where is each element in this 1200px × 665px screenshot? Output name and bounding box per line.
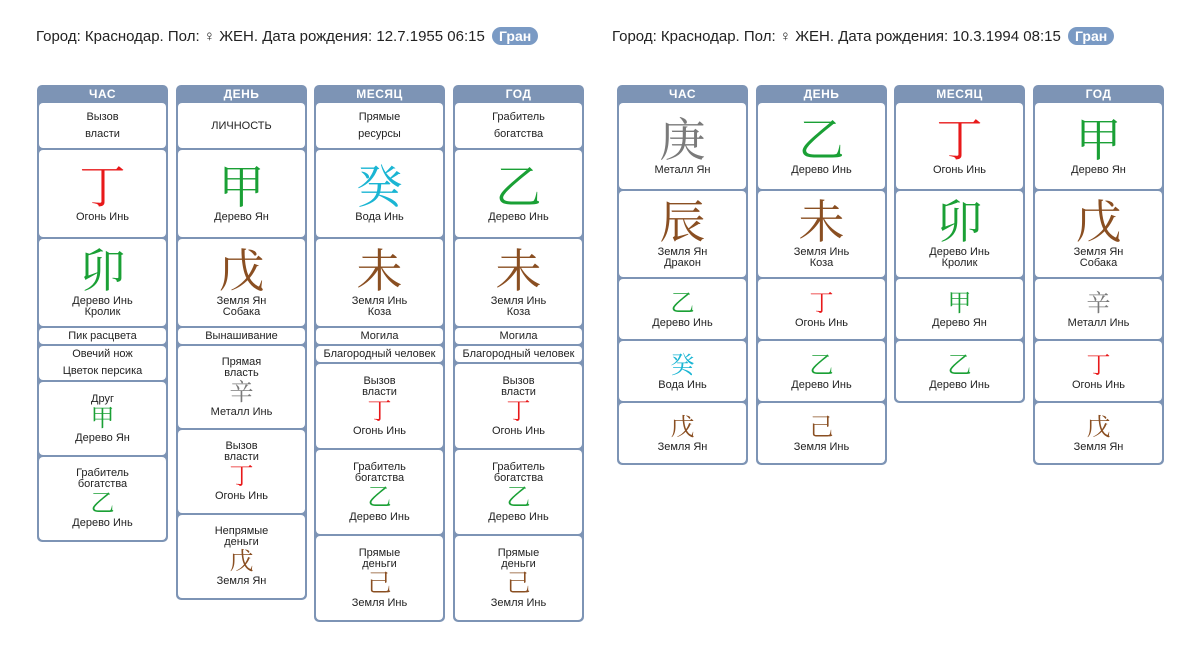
relation-label: Вызов	[363, 374, 396, 387]
glyph-cell	[896, 341, 1023, 401]
hieroglyph: 癸	[670, 350, 695, 379]
glyph-cell	[758, 279, 885, 339]
glyph-cell	[316, 450, 443, 534]
glyph-cell	[316, 364, 443, 448]
column-title: ГОД	[505, 87, 532, 101]
column-hour	[617, 85, 748, 465]
column-title: МЕСЯЦ	[936, 87, 983, 101]
column-day	[756, 85, 887, 465]
hieroglyph: 己	[809, 412, 834, 441]
label-cell	[39, 103, 166, 148]
column-title: МЕСЯЦ	[356, 87, 403, 101]
element-label: Дерево Инь	[72, 294, 133, 307]
glyph-cell	[39, 239, 166, 326]
label-cell	[178, 103, 305, 148]
hieroglyph: 乙	[495, 160, 542, 214]
element-label: Дерево Ян	[932, 316, 987, 329]
element-label: Металл Ян	[654, 163, 711, 176]
glyph-cell	[178, 239, 305, 326]
element-label: Дерево Инь	[791, 378, 852, 391]
hieroglyph: 卯	[79, 243, 126, 298]
hieroglyph: 辛	[1086, 288, 1111, 317]
glyph-cell	[1035, 279, 1162, 339]
relation-label: деньги	[224, 536, 259, 548]
relation-label: Непрямые	[214, 525, 269, 537]
element-label: Коза	[506, 305, 531, 318]
hieroglyph: 庚	[659, 112, 706, 167]
hieroglyph: 辛	[229, 377, 254, 406]
relation-label: Прямые	[358, 546, 401, 559]
column-month	[894, 85, 1025, 403]
relation-label: богатства	[493, 471, 544, 484]
element-label: Огонь Инь	[352, 424, 407, 437]
cell-text: Вызов	[86, 110, 119, 123]
element-label: Огонь Инь	[932, 163, 987, 176]
hieroglyph: 甲	[218, 160, 265, 214]
column-title: ГОД	[1085, 87, 1112, 101]
cell-text: ЛИЧНОСТЬ	[211, 119, 272, 132]
hieroglyph: 辰	[659, 195, 706, 249]
element-label: Кролик	[84, 305, 121, 318]
label-cell	[455, 103, 582, 148]
cell-text: богатства	[493, 127, 544, 140]
hieroglyph: 戊	[1075, 195, 1122, 249]
glyph-cell	[758, 403, 885, 463]
element-label: Дерево Инь	[929, 378, 990, 391]
element-label: Коза	[367, 305, 392, 318]
cell-text: Прямые	[358, 110, 401, 123]
element-label: Собака	[222, 305, 261, 318]
glyph-cell	[39, 382, 166, 455]
label-cell	[316, 328, 443, 344]
glyph-cell	[316, 239, 443, 326]
relation-label: Вызов	[225, 440, 258, 452]
hieroglyph: 丁	[506, 396, 531, 425]
glyph-cell	[455, 150, 582, 237]
element-label: Металл Инь	[1067, 316, 1130, 329]
glyph-cell	[758, 103, 885, 189]
glyph-cell	[619, 403, 746, 463]
glyph-cell	[758, 341, 885, 401]
relation-label: власти	[501, 385, 536, 398]
label-cell	[455, 346, 582, 362]
chart-header	[36, 27, 538, 45]
element-label: Дерево Инь	[791, 163, 852, 176]
cell-text: ресурсы	[358, 127, 401, 140]
relation-label: Грабитель	[492, 460, 545, 473]
hieroglyph: 戊	[229, 547, 254, 575]
element-label: Земля Инь	[793, 246, 850, 258]
element-label: Дерево Инь	[488, 510, 549, 523]
element-label: Дерево Ян	[1071, 163, 1126, 176]
hieroglyph: 戊	[670, 412, 695, 441]
hieroglyph: 乙	[798, 112, 845, 167]
element-label: Дерево Ян	[75, 431, 130, 444]
hieroglyph: 戊	[1086, 412, 1111, 441]
cell-text: Благородный человек	[323, 348, 436, 360]
column-year	[1033, 85, 1164, 465]
cell-text: Могила	[360, 330, 399, 342]
relation-label: деньги	[501, 557, 536, 570]
element-label: Огонь Инь	[491, 424, 546, 437]
element-label: Земля Инь	[793, 440, 850, 453]
relation-label: Грабитель	[353, 460, 406, 473]
column-year	[453, 85, 584, 622]
element-label: Дерево Ян	[214, 211, 269, 223]
column-title: ДЕНЬ	[803, 87, 840, 101]
glyph-cell	[1035, 103, 1162, 189]
relation-label: власти	[224, 451, 259, 463]
glyph-cell	[619, 341, 746, 401]
element-label: Огонь Инь	[1071, 378, 1126, 391]
hieroglyph: 乙	[809, 350, 834, 379]
hieroglyph: 未	[798, 195, 845, 249]
element-label: Дерево Инь	[929, 246, 990, 258]
element-label: Собака	[1079, 257, 1118, 269]
glyph-cell	[39, 457, 166, 540]
label-cell	[316, 103, 443, 148]
glyph-cell	[178, 346, 305, 428]
hieroglyph: 甲	[90, 403, 115, 432]
glyph-cell	[619, 103, 746, 189]
column-title: ДЕНЬ	[223, 87, 260, 101]
relation-label: Прямые	[497, 546, 540, 559]
label-cell	[178, 328, 305, 344]
hieroglyph: 戊	[218, 243, 265, 298]
element-label: Дракон	[664, 257, 701, 269]
glyph-cell	[455, 364, 582, 448]
hieroglyph: 甲	[947, 288, 972, 317]
hieroglyph: 丁	[229, 462, 254, 490]
element-label: Земля Ян	[216, 575, 267, 587]
label-cell	[455, 328, 582, 344]
glyph-cell	[316, 150, 443, 237]
glyph-cell	[758, 191, 885, 277]
cell-text: Грабитель	[492, 110, 545, 123]
element-label: Вода Инь	[658, 378, 707, 391]
glyph-cell	[1035, 403, 1162, 463]
hieroglyph: 未	[356, 243, 403, 298]
relation-label: Грабитель	[76, 467, 129, 479]
element-label: Огонь Инь	[75, 211, 130, 223]
element-label: Земля Ян	[1073, 246, 1124, 258]
cell-text: Благородный человек	[462, 348, 575, 360]
hieroglyph: 丁	[367, 396, 392, 425]
hieroglyph: 癸	[356, 160, 403, 214]
grid-badge-button[interactable]: Гран	[1068, 27, 1114, 45]
relation-label: Друг	[91, 392, 114, 405]
grid-badge-button[interactable]: Гран	[492, 27, 538, 45]
cell-text: Могила	[499, 330, 538, 342]
glyph-cell	[455, 536, 582, 620]
birth-info-text: Город: Краснодар. Пол: ♀ ЖЕН. Дата рождения: 12.7.1955 06:15	[36, 28, 485, 45]
hieroglyph: 未	[495, 243, 542, 298]
hieroglyph: 丁	[79, 160, 126, 214]
cell-text: Пик расцвета	[68, 330, 137, 342]
column-day	[176, 85, 307, 600]
glyph-cell	[619, 191, 746, 277]
column-hour	[37, 85, 168, 542]
hieroglyph: 丁	[1086, 350, 1111, 379]
label-cell	[39, 346, 166, 380]
glyph-cell	[178, 515, 305, 598]
column-month	[314, 85, 445, 622]
element-label: Коза	[809, 257, 834, 269]
element-label: Дерево Инь	[72, 517, 133, 529]
hieroglyph: 乙	[947, 350, 972, 379]
element-label: Кролик	[941, 257, 978, 269]
hieroglyph: 乙	[506, 482, 531, 511]
glyph-cell	[455, 450, 582, 534]
column-title: ЧАС	[89, 87, 116, 101]
cell-text: Цветок персика	[62, 365, 143, 377]
element-label: Земля Ян	[657, 440, 708, 453]
cell-text: Овечий нож	[72, 348, 133, 360]
hieroglyph: 丁	[936, 112, 983, 167]
glyph-cell	[619, 279, 746, 339]
glyph-cell	[178, 150, 305, 237]
element-label: Земля Инь	[351, 294, 408, 307]
glyph-cell	[1035, 341, 1162, 401]
label-cell	[39, 328, 166, 344]
hieroglyph: 卯	[936, 195, 983, 249]
relation-label: Прямая	[221, 355, 262, 368]
element-label: Вода Инь	[355, 211, 404, 223]
relation-label: власть	[224, 366, 259, 379]
cell-text: власти	[85, 127, 120, 140]
element-label: Земля Инь	[351, 596, 408, 609]
element-label: Дерево Инь	[652, 316, 713, 329]
hieroglyph: 乙	[367, 482, 392, 511]
glyph-cell	[896, 191, 1023, 277]
hieroglyph: 己	[367, 568, 392, 597]
element-label: Дерево Инь	[488, 211, 549, 223]
glyph-cell	[896, 103, 1023, 189]
birth-info-text: Город: Краснодар. Пол: ♀ ЖЕН. Дата рождения: 10.3.1994 08:15	[612, 28, 1061, 45]
element-label: Огонь Инь	[794, 316, 849, 329]
cell-text: Вынашивание	[205, 330, 278, 342]
element-label: Дерево Инь	[349, 510, 410, 523]
element-label: Земля Инь	[490, 596, 547, 609]
element-label: Земля Ян	[216, 294, 267, 307]
relation-label: богатства	[77, 478, 128, 490]
element-label: Земля Ян	[657, 246, 708, 258]
element-label: Земля Ян	[1073, 440, 1124, 453]
relation-label: власти	[362, 385, 397, 398]
glyph-cell	[316, 536, 443, 620]
hieroglyph: 乙	[670, 288, 695, 317]
glyph-cell	[39, 150, 166, 237]
hieroglyph: 甲	[1075, 112, 1122, 167]
hieroglyph: 己	[506, 568, 531, 597]
column-title: ЧАС	[669, 87, 696, 101]
relation-label: богатства	[354, 471, 405, 484]
hieroglyph: 乙	[90, 489, 115, 517]
glyph-cell	[1035, 191, 1162, 277]
glyph-cell	[896, 279, 1023, 339]
glyph-cell	[178, 430, 305, 513]
element-label: Земля Инь	[490, 294, 547, 307]
element-label: Металл Инь	[210, 405, 273, 418]
relation-label: деньги	[362, 557, 397, 570]
glyph-cell	[455, 239, 582, 326]
element-label: Огонь Инь	[214, 490, 269, 502]
relation-label: Вызов	[502, 374, 535, 387]
label-cell	[316, 346, 443, 362]
hieroglyph: 丁	[809, 288, 834, 317]
chart-header	[612, 27, 1200, 45]
